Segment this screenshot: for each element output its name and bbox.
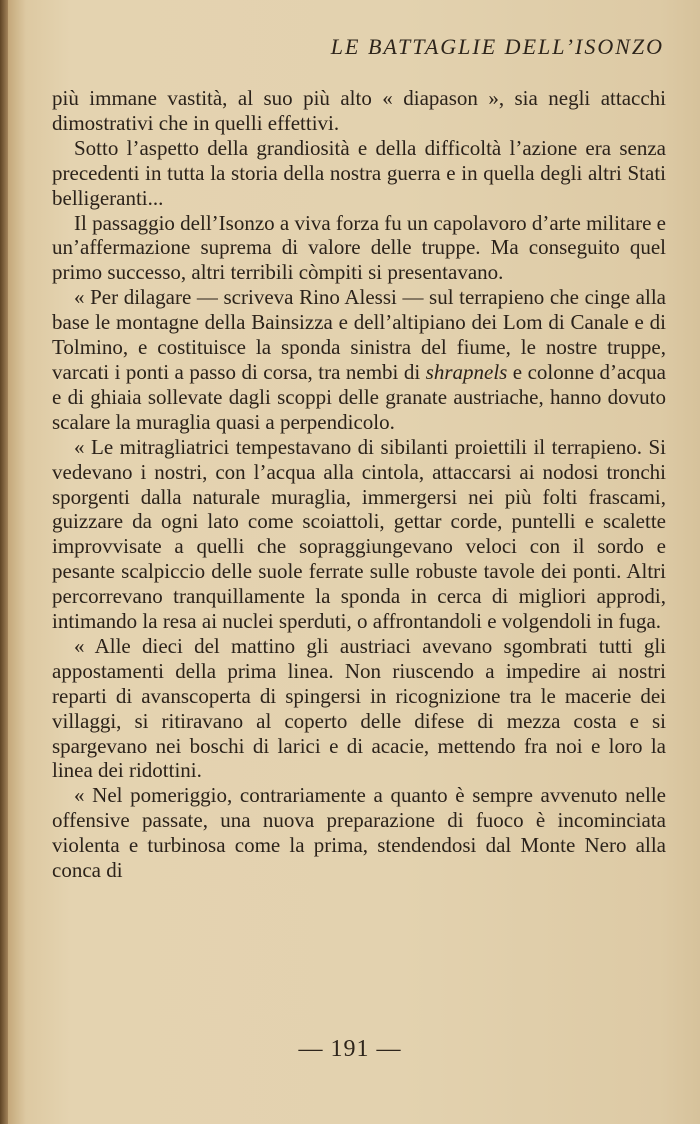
page-number: — 191 — [298, 1036, 402, 1062]
running-head: LE BATTAGLIE DELL’ISONZO [330, 34, 664, 59]
paragraph-4-tail: e colonne d’acqua e di ghiaia sollevate dagli scoppi delle granate austriache, hanno dovuto scalare la muraglia quasi a perpendicolo. [52, 359, 666, 434]
text-body [52, 86, 666, 883]
paragraph-7: « Nel pomeriggio, contrariamente a quanto è sempre avvenuto nelle offensive passate, una nuova preparazione di fuoco è incominciata violenta e turbinosa come la prima, stendendosi dal Monte Nero alla conca di [52, 783, 666, 883]
paragraph-4-text: « Per dilagare — scriveva Rino Alessi — sul terrapieno che cinge alla base le montagne della Bainsizza e dell’altipiano dei Lom di Canale e di Tolmino, e costituisce la sponda sinistra del fiume, le nostre truppe, varcati i ponti a passo di corsa, tra nembi di [52, 285, 666, 384]
italic-word: shrapnels [425, 359, 508, 384]
paragraph-4 [52, 285, 666, 434]
paragraph-3: Il passaggio dell’Isonzo a viva forza fu un capolavoro d’arte militare e un’affermazione suprema di valore delle truppe. Ma conseguito quel primo successo, altri terribili còmpiti si presentavano. [52, 210, 666, 285]
paragraph-1: più immane vastità, al suo più alto « diapason », sia negli attacchi dimostrativi che in quelli effettivi. [52, 86, 666, 135]
paragraph-6: « Alle dieci del mattino gli austriaci avevano sgombrati tutti gli appostamenti della prima linea. Non riuscendo a impedire ai nostri reparti di avanscoperta di spingersi in ricognizione tra le macerie dei villaggi, si ritiravano al coperto delle difese di mezza costa e si spargevano nei boschi di larici e di acacie, mettendo fra noi e loro la linea dei ridottini. [52, 633, 666, 783]
paragraph-2: Sotto l’aspetto della grandiosità e della difficoltà l’azione era senza precedenti in tutta la storia della nostra guerra e in quella degli altri Stati belligeranti... [52, 135, 666, 210]
paragraph-5: « Le mitragliatrici tempestavano di sibilanti proiettili il terrapieno. Si vedevano i nostri, con l’acqua alla cintola, attaccarsi ai nodosi tronchi sporgenti dalla naturale muraglia, immergersi nei più folti frascami, guizzare da ogni lato come scoiattoli, gettar corde, puntelli e scalette improvvisate a quelli che sopraggiungevano veloci con il sordo e pesante scalpiccio delle suole ferrate sulle robuste tavole dei ponti. Altri percorrevano tranquillamente la sponda in cerca di migliori approdi, intimando la resa ai nuclei sperduti, o affrontandoli e volgendoli in fuga. [52, 434, 666, 634]
